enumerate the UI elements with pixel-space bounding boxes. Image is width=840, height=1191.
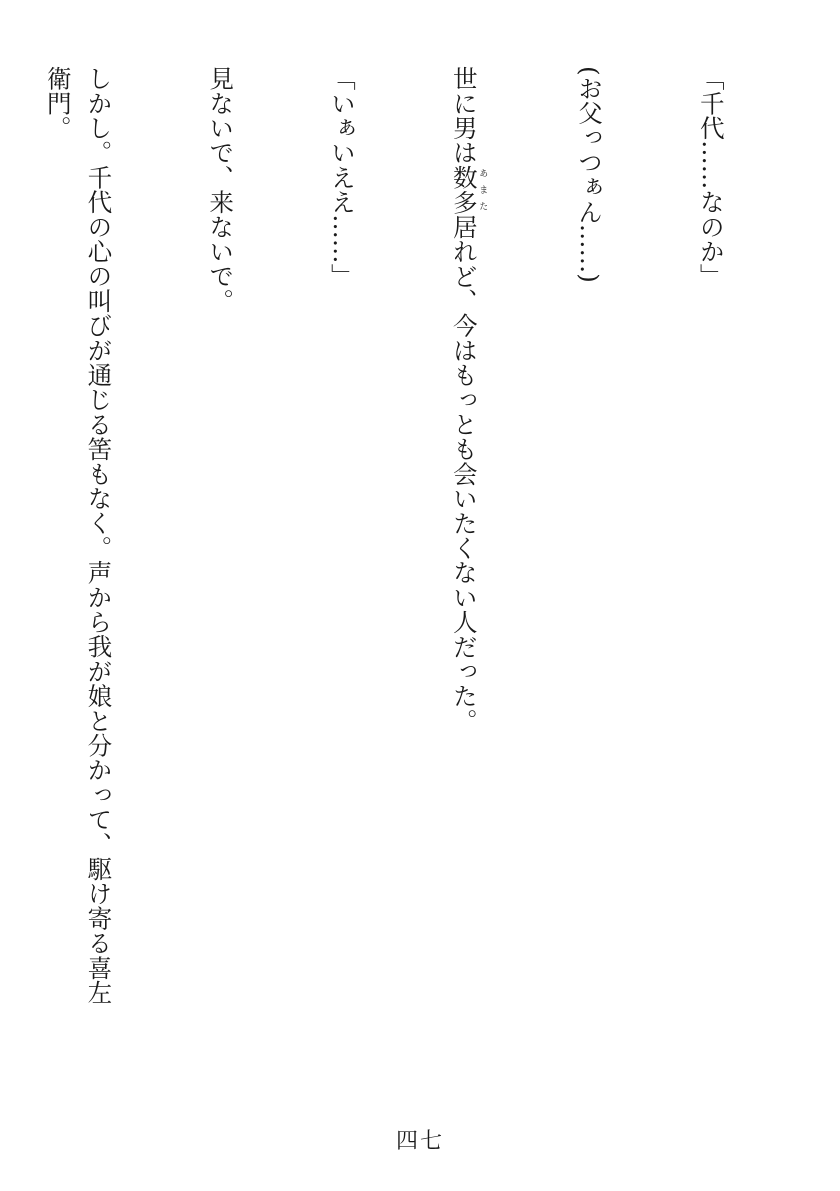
ruby-annotation: あまた <box>477 164 488 215</box>
text-line: しかし。千代の心の叫びが通じる筈もなく。声から我が娘と分かって、駆け寄る喜左衛門。 <box>43 66 114 1005</box>
text-line: 見ないで、来ないで。 <box>206 66 236 313</box>
page-number: 四七 <box>395 1129 444 1154</box>
text-line: 「いぁいええ……」 <box>327 66 357 289</box>
text-line: 「千代……なのか」 <box>696 66 726 289</box>
text-line: (お父っつぁん……) <box>575 66 605 283</box>
vertical-text-body <box>12 66 812 1016</box>
text-line-with-ruby: 世に男は数多あまた居れど、今はもっとも会いたくない人だった。 <box>449 66 488 733</box>
